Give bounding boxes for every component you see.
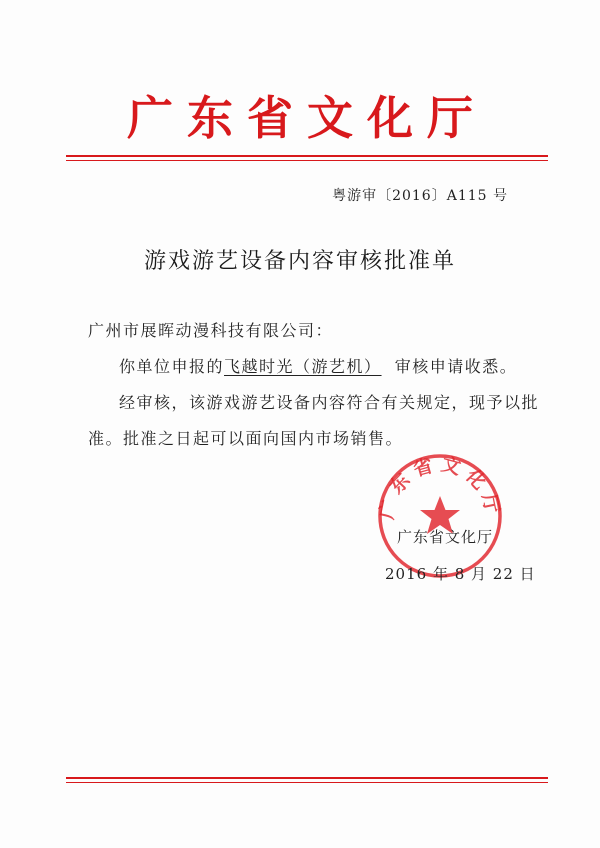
body-paragraph-2-line-2: 准。批准之日起可以面向国内市场销售。 [88,429,404,448]
official-seal [376,452,504,580]
letterhead-rule-top [66,155,548,157]
seal-text-path: 广东省文化厅 [376,453,504,522]
paragraph1-suffix: 审核申请收悉。 [394,357,518,376]
document-number: 粤游审〔2016〕A115 号 [332,188,508,204]
paragraph1-prefix: 你单位申报的 [119,357,225,376]
footer-rule-thin [66,782,548,783]
issuer-letterhead: 广东省文化厅 [127,91,487,145]
document-title: 游戏游艺设备内容审核批准单 [143,249,456,274]
footer-rule [66,777,548,779]
letterhead-rule-top-thin [66,160,548,161]
body-paragraph-1 [119,354,517,377]
product-name: 飞越时光（游艺机） [224,357,382,376]
addressee: 广州市展晖动漫科技有限公司： [88,321,334,340]
signature-organization: 广东省文化厅 [397,528,494,546]
signature-date: 2016 年 8 月 22 日 [385,565,536,583]
body-paragraph-2-line-1: 经审核，该游戏游艺设备内容符合有关规定，现予以批 [119,393,540,412]
